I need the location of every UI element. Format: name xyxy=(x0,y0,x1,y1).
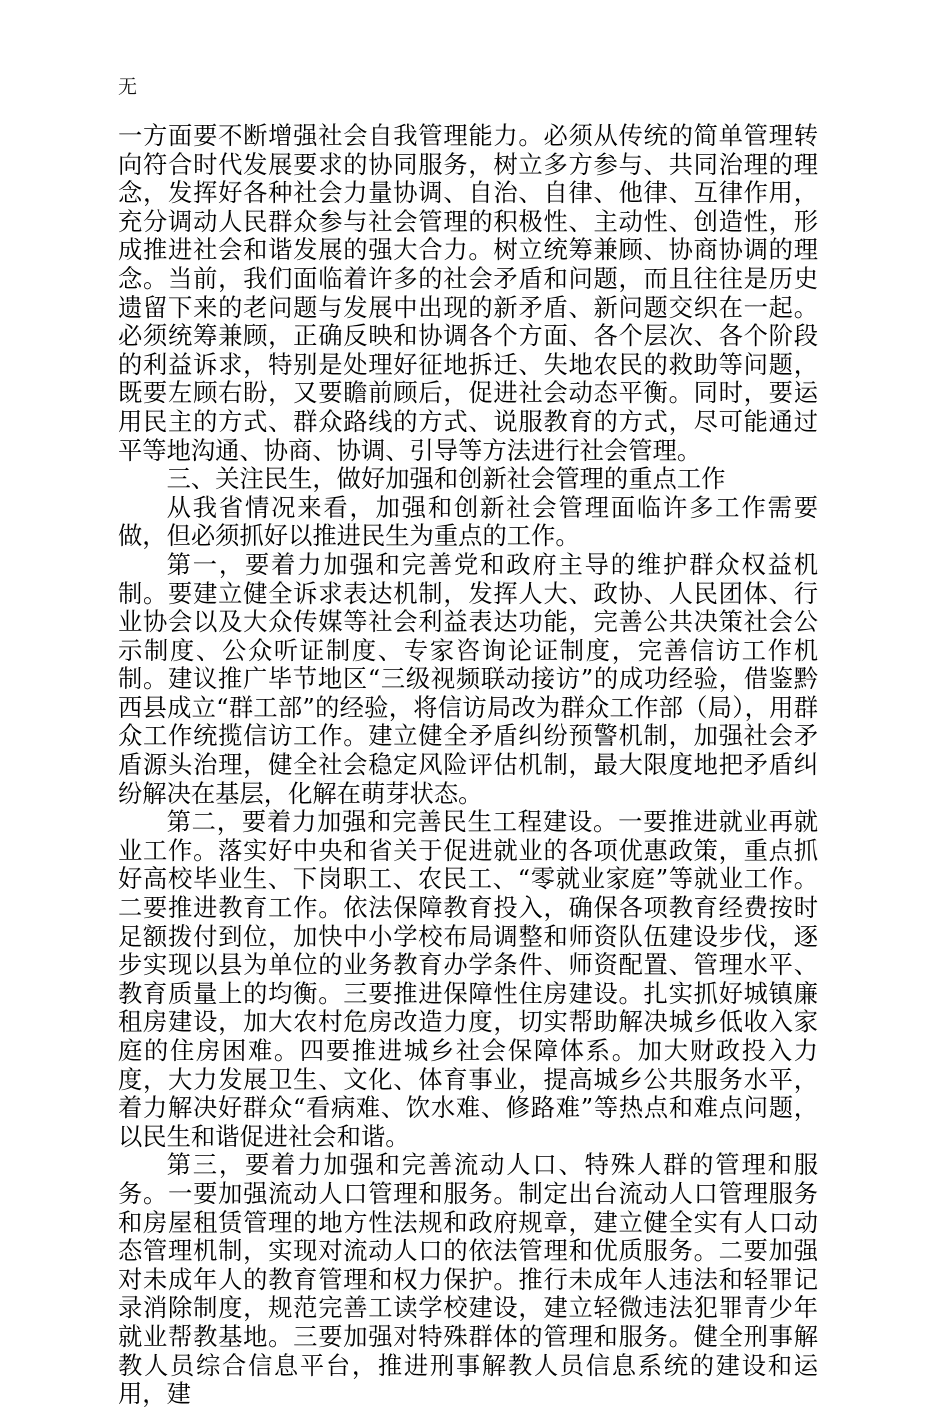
paragraph-first-rights-mechanism: 第一，要着力加强和完善党和政府主导的维护群众权益机制。要建立健全诉求表达机制，发挥人大、政协、人民团体、行业协会以及大众传媒等社会利益表达功能，完善公共决策社会公示制度、公众听证制度、专家咨询论证制度，完善信访工作机制。建议推广毕节地区“三级视频联动接访”的成功经验，借鉴黔西县成立“群工部”的经验，将信访局改为群众工作部（局），用群众工作统揽信访工作。建立健全矛盾纠纷预警机制，加强社会矛盾源头治理，健全社会稳定风险评估机制，最大限度地把矛盾纠纷解决在基层，化解在萌芽状态。 xyxy=(118,549,818,808)
section-heading-three: 三、关注民生，做好加强和创新社会管理的重点工作 xyxy=(166,464,726,494)
paragraph-province-situation: 从我省情况来看，加强和创新社会管理面临许多工作需要做，但必须抓好以推进民生为重点的工作。 xyxy=(118,492,818,551)
paragraph-second-livelihood-projects: 第二，要着力加强和完善民生工程建设。一要推进就业再就业工作。落实好中央和省关于促进就业的各项优惠政策，重点抓好高校毕业生、下岗职工、农民工、“零就业家庭”等就业工作。二要推进教育工作。依法保障教育投入，确保各项教育经费按时足额拨付到位，加快中小学校布局调整和师资队伍建设步伐，逐步实现以县为单位的业务教育办学条件、师资配置、管理水平、教育质量上的均衡。三要推进保障性住房建设。扎实抓好城镇廉租房建设，加大农村危房改造力度，切实帮助解决城乡低收入家庭的住房困难。四要推进城乡社会保障体系。加大财政投入力度，大力发展卫生、文化、体育事业，提高城乡公共服务水平，着力解决好群众“看病难、饮水难、修路难”等热点和难点问题，以民生和谐促进社会和谐。 xyxy=(118,807,818,1151)
paragraph-social-self-management: 一方面要不断增强社会自我管理能力。必须从传统的简单管理转向符合时代发展要求的协同服务，树立多方参与、共同治理的理念，发挥好各种社会力量协调、自治、自律、他律、互律作用，充分调动人民群众参与社会管理的积极性、主动性、创造性，形成推进社会和谐发展的强大合力。树立统筹兼顾、协商协调的理念。当前，我们面临着许多的社会矛盾和问题，而且往往是历史遗留下来的老问题与发展中出现的新矛盾、新问题交织在一起。必须统筹兼顾，正确反映和协调各个方面、各个层次、各个阶段的利益诉求，特别是处理好征地拆迁、失地农民的救助等问题，既要左顾右盼，又要瞻前顾后，促进社会动态平衡。同时，要运用民主的方式、群众路线的方式、说服教育的方式，尽可能通过平等地沟通、协商、协调、引导等方法进行社会管理。 xyxy=(118,121,818,465)
paragraph-third-floating-population: 第三，要着力加强和完善流动人口、特殊人群的管理和服务。一要加强流动人口管理和服务。制定出台流动人口管理服务和房屋租赁管理的地方性法规和政府规章，建立健全实有人口动态管理机制，实现对流动人口的依法管理和优质服务。二要加强对未成年人的教育管理和权力保护。推行未成年人违法和轻罪记录消除制度，规范完善工读学校建设，建立轻微违法犯罪青少年就业帮教基地。三要加强对特殊群体的管理和服务。健全刑事解教人员综合信息平台，推进刑事解教人员信息系统的建设和运用，建 xyxy=(118,1150,818,1409)
page-header: 无 xyxy=(118,76,138,98)
document-body xyxy=(118,122,818,1409)
